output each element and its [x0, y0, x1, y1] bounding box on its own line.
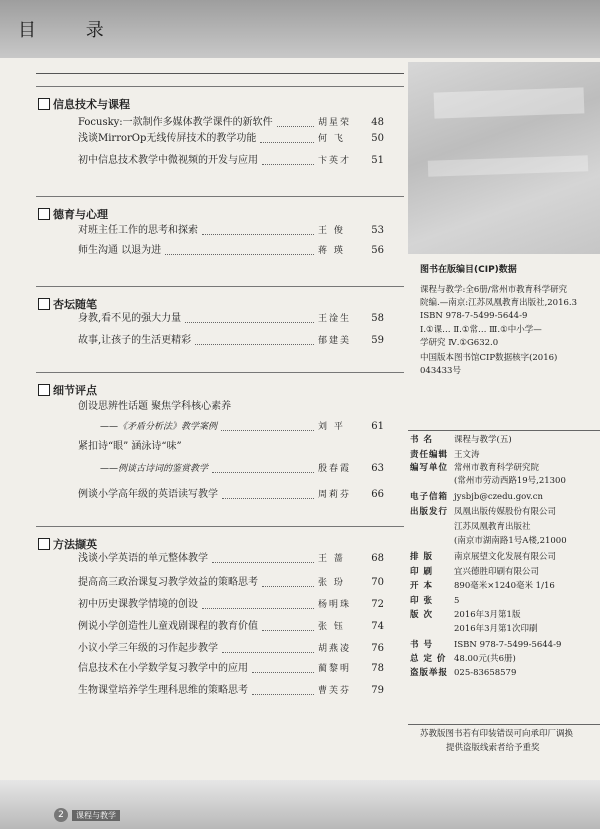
leader-dots	[221, 430, 314, 431]
toc-entry-title: 浅谈MirrorOp无线传屏技术的教学功能	[78, 133, 257, 144]
info-key: 责任编辑	[410, 450, 449, 460]
toc-entry-page: 70	[371, 577, 384, 588]
publication-info-row	[410, 475, 566, 487]
publication-info-row	[410, 653, 516, 665]
info-value: 2016年3月第1版	[454, 610, 521, 620]
section-heading	[38, 382, 97, 398]
toc-entry[interactable]	[78, 488, 384, 502]
info-key: 印 张	[410, 596, 433, 606]
publication-info-row	[410, 551, 556, 563]
info-key	[410, 475, 454, 487]
toc-entry[interactable]	[100, 462, 384, 476]
info-key: 印 刷	[410, 567, 433, 577]
divider	[408, 430, 600, 431]
info-value: jysbjb@czedu.gov.cn	[454, 492, 543, 502]
toc-entry-page: 51	[371, 155, 384, 166]
info-value: 890毫米×1240毫米 1/16	[454, 581, 555, 591]
toc-entry[interactable]	[78, 576, 384, 590]
leader-dots	[202, 608, 314, 609]
divider	[36, 526, 404, 527]
toc-entry-page: 59	[371, 335, 384, 346]
cip-line: 学研究 Ⅳ.①G632.0	[420, 338, 499, 348]
toc-entry-author: 何 飞	[318, 134, 345, 144]
divider	[408, 724, 600, 725]
info-value: 王文涛	[454, 450, 480, 460]
toc-entry-title: 小议小学三年级的习作起步教学	[78, 643, 218, 654]
checkbox-icon	[38, 98, 50, 110]
toc-entry-title: Focusky:一款制作多媒体教学课件的新软件	[78, 117, 273, 128]
info-value: (南京市湖南路1号A楼,21000	[454, 536, 567, 546]
publication-info-row	[410, 667, 516, 679]
toc-entry[interactable]	[78, 312, 384, 326]
toc-entry-title: 例谈小学高年级的英语读写教学	[78, 489, 218, 500]
cip-line: Ⅰ.①课… Ⅱ.①常… Ⅲ.①中小学—	[420, 325, 542, 335]
toc-entry-title: 初中信息技术教学中微视频的开发与应用	[78, 155, 258, 166]
toc-entry-author: 胡燕凌	[318, 644, 352, 654]
info-key: 盗版举报	[410, 668, 449, 678]
publication-info-row	[410, 580, 555, 592]
section-label: 信息技术与课程	[53, 98, 130, 111]
info-key: 电子信箱	[410, 492, 449, 502]
section-label: 细节评点	[53, 384, 97, 397]
divider	[36, 196, 404, 197]
toc-entry-author: 殷春霞	[318, 464, 352, 474]
toc-entry-page: 79	[371, 685, 384, 696]
toc-entry-author: 张 钰	[318, 622, 345, 632]
info-value: 江苏凤凰教育出版社	[454, 522, 531, 532]
toc-entry-title: 生物课堂培养学生理科思维的策略思考	[78, 685, 248, 696]
leader-dots	[195, 344, 314, 345]
info-value: 南京展望文化发展有限公司	[454, 552, 557, 562]
info-key: 编写单位	[410, 463, 449, 473]
toc-entry-page: 48	[371, 117, 384, 128]
journal-name: 课程与教学	[72, 810, 120, 821]
checkbox-icon	[38, 538, 50, 550]
info-value: 025-83658579	[454, 668, 517, 678]
toc-entry-author: 蔺黎明	[318, 664, 352, 674]
toc-entry[interactable]	[78, 224, 384, 238]
divider	[36, 73, 404, 74]
toc-entry-page: 56	[371, 245, 384, 256]
publication-info-row	[410, 566, 539, 578]
info-value: 宜兴德胜印刷有限公司	[454, 567, 540, 577]
leader-dots	[185, 322, 314, 323]
cip-line: 院编.—南京:江苏凤凰教育出版社,2016.3	[420, 298, 578, 308]
footer-note: 苏教版图书若有印装错误可向承印厂调换	[420, 729, 574, 739]
leader-dots	[212, 472, 314, 473]
info-value: (常州市劳动西路19号,21300	[454, 476, 566, 486]
toc-entry[interactable]	[78, 132, 384, 146]
info-value: 5	[454, 596, 460, 606]
info-key: 开 本	[410, 581, 433, 591]
info-key: 排 版	[410, 552, 433, 562]
checkbox-icon	[38, 298, 50, 310]
toc-entry-page: 74	[371, 621, 384, 632]
leader-dots	[252, 694, 314, 695]
toc-entry[interactable]	[78, 642, 384, 656]
leader-dots	[260, 142, 314, 143]
info-value: 2016年3月第1次印刷	[454, 624, 538, 634]
toc-entry-title: ——例谈古诗词的鉴赏教学	[100, 464, 209, 474]
toc-entry[interactable]	[78, 598, 384, 612]
info-key: 总 定 价	[410, 654, 447, 664]
toc-entry[interactable]	[78, 116, 384, 130]
toc-entry-author: 张 玢	[318, 578, 345, 588]
toc-entry-author: 卞英才	[318, 156, 352, 166]
toc-entry[interactable]	[78, 552, 384, 566]
toc-entry-title: 浅谈小学英语的单元整体教学	[78, 553, 208, 564]
section-heading	[38, 296, 97, 312]
divider	[36, 86, 404, 87]
leader-dots	[262, 164, 314, 165]
publication-info-row	[410, 595, 459, 607]
publication-info-row	[410, 462, 539, 474]
publication-info-row	[410, 609, 520, 621]
info-value: ISBN 978-7-5499-5644-9	[454, 640, 562, 650]
section-label: 杏坛随笔	[53, 298, 97, 311]
publication-info-row	[410, 449, 480, 461]
toc-entry[interactable]	[100, 420, 384, 434]
info-key: 出版发行	[410, 507, 449, 517]
leader-dots	[262, 586, 314, 587]
toc-entry-page: 61	[371, 421, 384, 432]
toc-entry-page: 68	[371, 553, 384, 564]
toc-entry[interactable]	[78, 154, 384, 168]
toc-entry-title: 提高高三政治课复习教学效益的策略思考	[78, 577, 258, 588]
footer-note: 提供盗版线索者给予重奖	[446, 743, 540, 753]
cip-line: 课程与教学:全6册/常州市教育科学研究	[420, 285, 568, 295]
publication-info-row	[410, 639, 561, 651]
leader-dots	[222, 498, 314, 499]
cip-line: 中国版本图书馆CIP数据核字(2016)	[420, 353, 558, 363]
toc-entry-page: 63	[371, 463, 384, 474]
toc-entry-author: 曹芙芬	[318, 686, 352, 696]
toc-entry-page: 66	[371, 489, 384, 500]
toc-entry-title: 对班主任工作的思考和探索	[78, 225, 198, 236]
info-key: 书 名	[410, 435, 433, 445]
info-value: 常州市教育科学研究院	[454, 463, 540, 473]
divider	[36, 372, 404, 373]
info-key: 书 号	[410, 640, 433, 650]
toc-entry-author: 刘 平	[318, 422, 345, 432]
leader-dots	[165, 254, 314, 255]
toc-entry-title[interactable]: 紧扣诗“眼” 涵泳诗“味”	[78, 441, 182, 452]
footer-band	[0, 780, 600, 829]
publication-info-row	[410, 623, 537, 635]
toc-entry-author: 周莉芬	[318, 490, 352, 500]
toc-entry-author: 王 蔷	[318, 554, 345, 564]
publication-info-row	[410, 491, 543, 503]
checkbox-icon	[38, 208, 50, 220]
info-key	[410, 623, 454, 635]
toc-entry[interactable]	[78, 662, 384, 676]
toc-entry-page: 78	[371, 663, 384, 674]
toc-entry-page: 50	[371, 133, 384, 144]
info-key: 版 次	[410, 610, 433, 620]
leader-dots	[202, 234, 314, 235]
toc-entry-author: 郁建美	[318, 336, 352, 346]
toc-entry-author: 王 俊	[318, 226, 345, 236]
toc-entry-title: 例说小学创造性儿童戏剧课程的教育价值	[78, 621, 258, 632]
page-title: 目 录	[18, 20, 126, 41]
toc-entry[interactable]	[78, 684, 384, 698]
page-number: 2	[54, 808, 68, 822]
leader-dots	[262, 630, 314, 631]
toc-entry-title: 故事,让孩子的生活更精彩	[78, 335, 192, 346]
cip-line: ISBN 978-7-5499-5644-9	[420, 311, 528, 321]
divider	[36, 286, 404, 287]
section-heading	[38, 536, 97, 552]
info-value: 48.00元(共6册)	[454, 654, 516, 664]
checkbox-icon	[38, 384, 50, 396]
toc-entry[interactable]	[78, 620, 384, 634]
info-value: 课程与教学(五)	[454, 435, 512, 445]
cover-thumbnail	[408, 62, 600, 254]
leader-dots	[252, 672, 314, 673]
info-key	[410, 521, 454, 533]
toc-entry-page: 53	[371, 225, 384, 236]
cip-line: 043433号	[420, 366, 461, 376]
toc-entry[interactable]	[78, 244, 384, 258]
toc-entry-page: 58	[371, 313, 384, 324]
leader-dots	[277, 126, 314, 127]
toc-entry-title: 身教,看不见的强大力量	[78, 313, 182, 324]
section-heading	[38, 206, 108, 222]
toc-entry-title: ——《矛盾分析法》教学案例	[100, 422, 218, 432]
section-heading	[38, 96, 130, 112]
toc-entry-title[interactable]: 创设思辨性话题 聚焦学科核心素养	[78, 401, 232, 412]
toc-entry-title: 师生沟通 以退为进	[78, 245, 162, 256]
toc-entry-page: 72	[371, 599, 384, 610]
info-key	[410, 535, 454, 547]
publication-info-row	[410, 535, 567, 547]
toc-entry-title: 信息技术在小学数学复习教学中的应用	[78, 663, 248, 674]
leader-dots	[212, 562, 314, 563]
publication-info-row	[410, 506, 556, 518]
toc-entry-author: 王淦生	[318, 314, 352, 324]
section-label: 方法撷英	[53, 538, 97, 551]
leader-dots	[222, 652, 314, 653]
toc-entry-author: 杨明珠	[318, 600, 352, 610]
info-value: 凤凰出版传媒股份有限公司	[454, 507, 557, 517]
publication-info-row	[410, 521, 531, 533]
toc-entry-title: 初中历史课教学情境的创设	[78, 599, 198, 610]
publication-info-row	[410, 434, 512, 446]
toc-entry[interactable]	[78, 334, 384, 348]
section-label: 德育与心理	[53, 208, 108, 221]
toc-entry-author: 胡星荣	[318, 118, 352, 128]
cip-title: 图书在版编目(CIP)数据	[420, 265, 517, 275]
toc-entry-author: 蒋 瑛	[318, 246, 345, 256]
toc-entry-page: 76	[371, 643, 384, 654]
